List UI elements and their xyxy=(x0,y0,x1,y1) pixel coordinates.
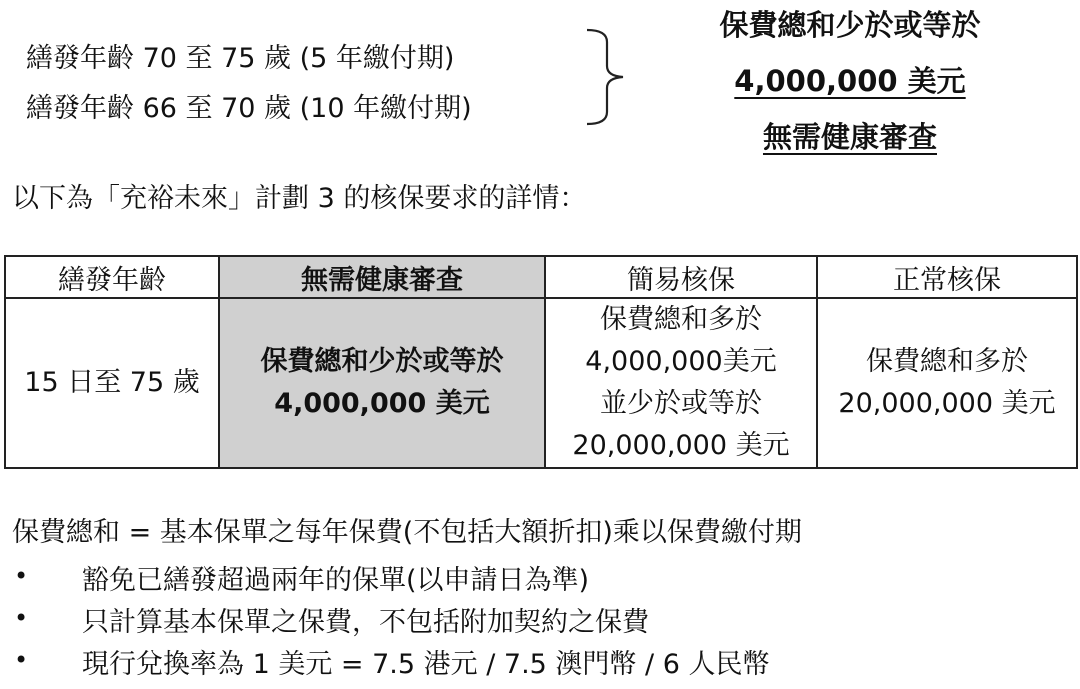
normal-line-2: 20,000,000 美元 xyxy=(838,388,1056,419)
summary-line-1: 保費總和少於或等於 xyxy=(719,8,981,42)
intro-text: 以下為「充裕未來」計劃 3 的核保要求的詳情： xyxy=(12,183,587,214)
right-brace-icon xyxy=(583,28,643,126)
age-range-text: 15 日至 75 歲 xyxy=(24,367,200,398)
age-line-1: 繕發年齡 70 至 75 歲 (5 年繳付期) xyxy=(26,43,455,74)
underwriting-table xyxy=(4,255,1078,469)
table-header-row xyxy=(5,256,1077,298)
cell-normal-underwriting xyxy=(817,298,1077,468)
header-normal-underwriting: 正常核保 xyxy=(817,256,1077,298)
summary-line-2: 4,000,000 美元 xyxy=(734,64,966,98)
simple-line-1: 保費總和多於 xyxy=(600,304,762,335)
summary-block xyxy=(665,2,1035,170)
bullet-text-1: 豁免已繕發超過兩年的保單(以申請日為準) xyxy=(82,565,590,596)
bullet-text-2: 只計算基本保單之保費，不包括附加契約之保費 xyxy=(82,607,649,638)
table-row xyxy=(5,298,1077,468)
no-check-line-1: 保費總和少於或等於 xyxy=(260,346,504,377)
header-no-health-check: 無需健康審查 xyxy=(219,256,545,298)
simple-line-4: 20,000,000 美元 xyxy=(572,430,790,461)
bullet-icon: • xyxy=(14,646,29,674)
bullet-icon: • xyxy=(14,562,29,590)
simple-line-3: 並少於或等於 xyxy=(600,388,762,419)
bullet-icon: • xyxy=(14,604,29,632)
bullet-text-3: 現行兌換率為 1 美元 = 7.5 港元 / 7.5 澳門幣 / 6 人民幣 xyxy=(82,649,770,680)
cell-age-range xyxy=(5,298,219,468)
age-line-2: 繕發年齡 66 至 70 歲 (10 年繳付期) xyxy=(26,93,472,124)
header-simple-underwriting: 簡易核保 xyxy=(545,256,817,298)
cell-simple-underwriting xyxy=(545,298,817,468)
premium-definition: 保費總和 = 基本保單之每年保費(不包括大額折扣)乘以保費繳付期 xyxy=(12,517,802,548)
header-issue-age: 繕發年齡 xyxy=(5,256,219,298)
cell-no-health-check xyxy=(219,298,545,468)
summary-line-3: 無需健康審查 xyxy=(762,120,937,154)
simple-line-2: 4,000,000美元 xyxy=(585,346,777,377)
normal-line-1: 保費總和多於 xyxy=(866,346,1028,377)
no-check-line-2: 4,000,000 美元 xyxy=(274,388,490,419)
